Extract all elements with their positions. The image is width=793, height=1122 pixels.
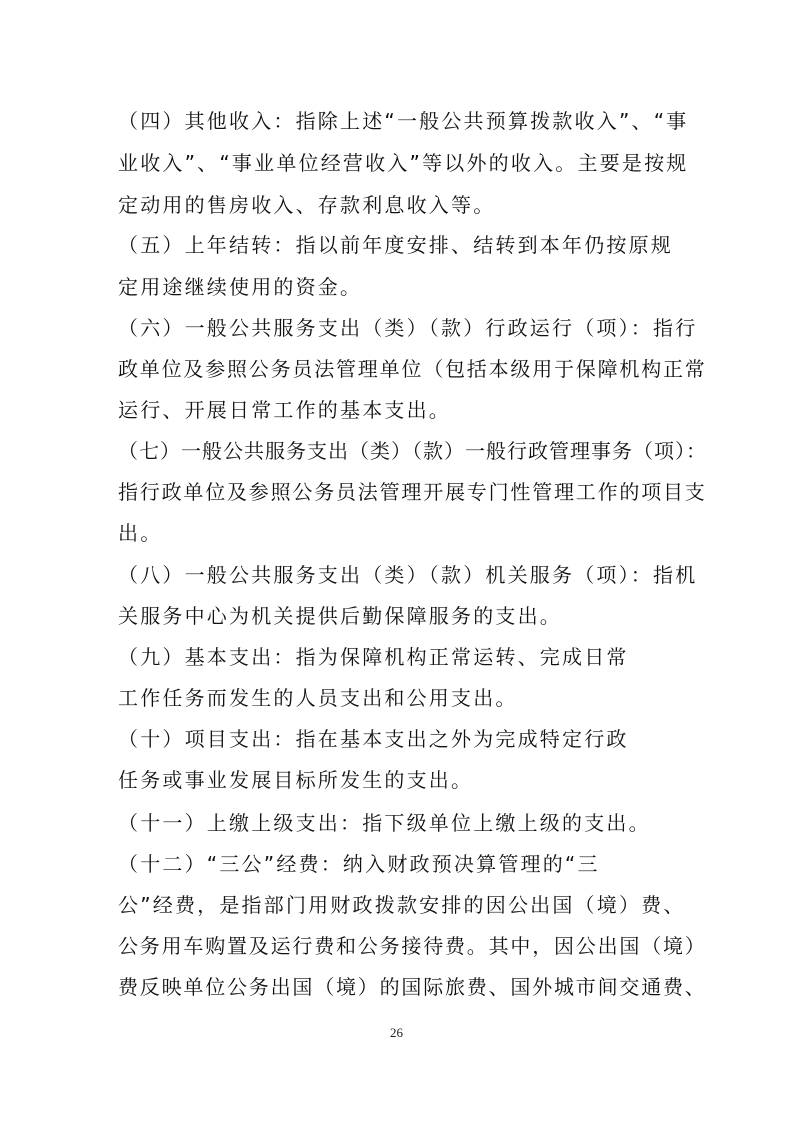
text-line-5: 定用途继续使用的资金。 [118,275,363,299]
text-line-9: （七）一般公共服务支出（类）（款）一般行政管理事务（项）： [118,439,707,463]
text-line-10: 指行政单位及参照公务员法管理开展专门性管理工作的项目支 [118,480,707,504]
text-line-3: 定动用的售房收入、存款利息收入等。 [118,193,496,217]
text-line-19: （十二）“三公”经费：纳入财政预决算管理的“三 [118,852,600,876]
text-line-6: （六）一般公共服务支出（类）（款）行政运行（项）：指行 [118,316,698,340]
text-line-22: 费反映单位公务出国（境）的国际旅费、国外城市间交通费、 [118,975,707,999]
text-line-12: （八）一般公共服务支出（类）（款）机关服务（项）：指机 [118,563,698,587]
text-line-4: （五）上年结转：指以前年度安排、结转到本年仍按原规 [118,233,673,257]
text-line-21: 公务用车购置及运行费和公务接待费。其中，因公出国（境） [118,934,707,958]
text-line-18: （十一）上缴上级支出：指下级单位上缴上级的支出。 [118,811,651,835]
text-line-11: 出。 [118,521,163,545]
text-line-14: （九）基本支出：指为保障机构正常运转、完成日常 [118,645,629,669]
text-line-7: 政单位及参照公务员法管理单位（包括本级用于保障机构正常 [118,357,707,381]
text-line-20: 公”经费，是指部门用财政拨款安排的因公出国（境）费、 [118,893,686,917]
text-line-16: （十）项目支出：指在基本支出之外为完成特定行政 [118,727,629,751]
page-number: 26 [390,1025,403,1040]
text-line-15: 工作任务而发生的人员支出和公用支出。 [118,686,518,710]
text-line-2: 业收入”、“事业单位经营收入”等以外的收入。主要是按规 [118,151,689,175]
text-line-13: 关服务中心为机关提供后勤保障服务的支出。 [118,604,562,628]
text-line-8: 运行、开展日常工作的基本支出。 [118,398,451,422]
text-line-1: （四）其他收入：指除上述“一般公共预算拨款收入”、“事 [118,109,689,133]
text-line-17: 任务或事业发展目标所发生的支出。 [118,768,474,792]
